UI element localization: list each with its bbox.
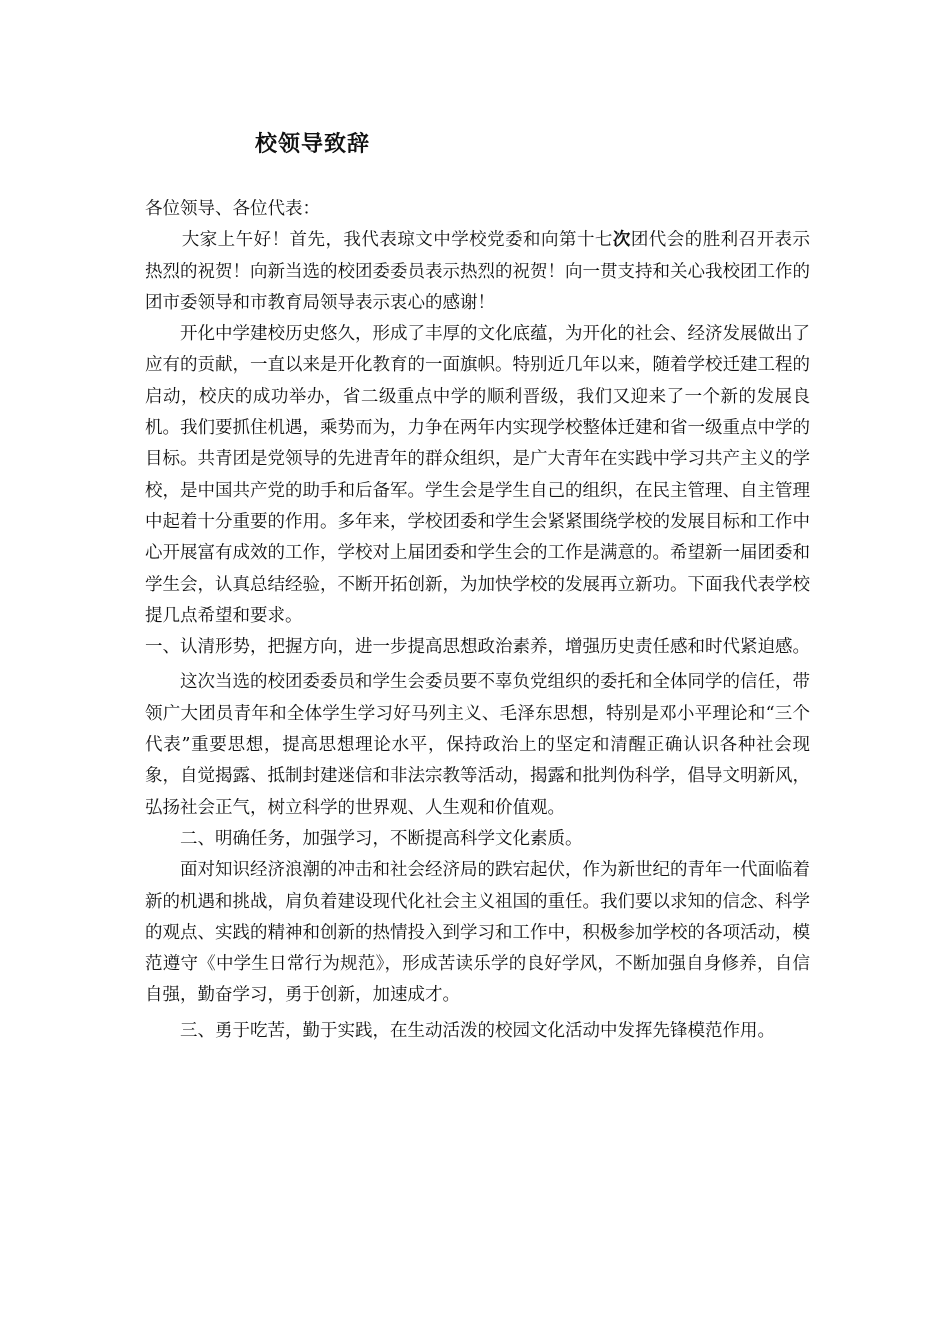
paragraph-school-history: 开化中学建校历史悠久，形成了丰厚的文化底蕴，为开化的社会、经济发展做出了应有的贡献，一直以来是开化教育的一面旗帜。特别近几年以来，随着学校迁建工程的启动，校庆的成功举办，省二级重点中学的顺利晋级，我们又迎来了一个新的发展良机。我们要抓住机遇，乘势而为，力争在两年内实现学校整体迁建和省一级重点中学的目标。共青团是党领导的先进青年的群众组织，是广大青年在实践中学习共产主义的学校，是中国共产党的助手和后备军。学生会是学生自己的组织，在民主管理、自主管理中起着十分重要的作用。多年来，学校团委和学生会紧紧围绕学校的发展目标和工作中心开展富有成效的工作，学校对上届团委和学生会的工作是满意的。希望新一届团委和学生会，认真总结经验，不断开拓创新，为加快学校的发展再立新功。下面我代表学校提几点希望和要求。 [145,324,810,626]
document-title: 校领导致辞 [255,131,371,157]
paragraph-greeting [145,225,810,319]
greeting-emphasis: 次 [612,230,631,251]
section-heading-3: 三、勇于吃苦，勤于实践，在生动活泼的校园文化活动中发挥先锋模范作用。 [180,1020,775,1041]
greeting-text-end: 团代会的胜利召开表示热烈的祝贺！向新当选的校团委委员表示热烈的祝贺！向一贯支持和关心我校团工作的团市委领导和市教育局领导表示衷心的感谢！ [145,230,811,313]
salutation: 各位领导、各位代表： [145,199,320,219]
paragraph-political-literacy: 这次当选的校团委委员和学生会委员要不辜负党组织的委托和全体同学的信任，带领广大团员青年和全体学生学习好马列主义、毛泽东思想，特别是邓小平理论和“三个代表”重要思想，提高思想理论水平，保持政治上的坚定和清醒正确认识各种社会现象，自觉揭露、抵制封建迷信和非法宗教等活动，揭露和批判伪科学，倡导文明新风，弘扬社会正气，树立科学的世界观、人生观和价值观。 [145,672,810,818]
section-heading-2: 二、明确任务，加强学习，不断提高科学文化素质。 [180,828,583,849]
paragraph-scientific-culture: 面对知识经济浪潮的冲击和社会经济局的跌宕起伏，作为新世纪的青年一代面临着新的机遇和挑战，肩负着建设现代化社会主义祖国的重任。我们要以求知的信念、科学的观点、实践的精神和创新的热情投入到学习和工作中，积极参加学校的各项活动，模范遵守《中学生日常行为规范》，形成苦读乐学的良好学风，不断加强自身修养，自信自强，勤奋学习，勇于创新，加速成才。 [145,860,810,1006]
section-heading-1: 一、认清形势，把握方向，进一步提高思想政治素养，增强历史责任感和时代紧迫感。 [145,637,810,658]
document-body [145,194,810,1047]
greeting-text-start: 大家上午好！首先，我代表琼文中学校党委和向第十七 [181,230,613,251]
